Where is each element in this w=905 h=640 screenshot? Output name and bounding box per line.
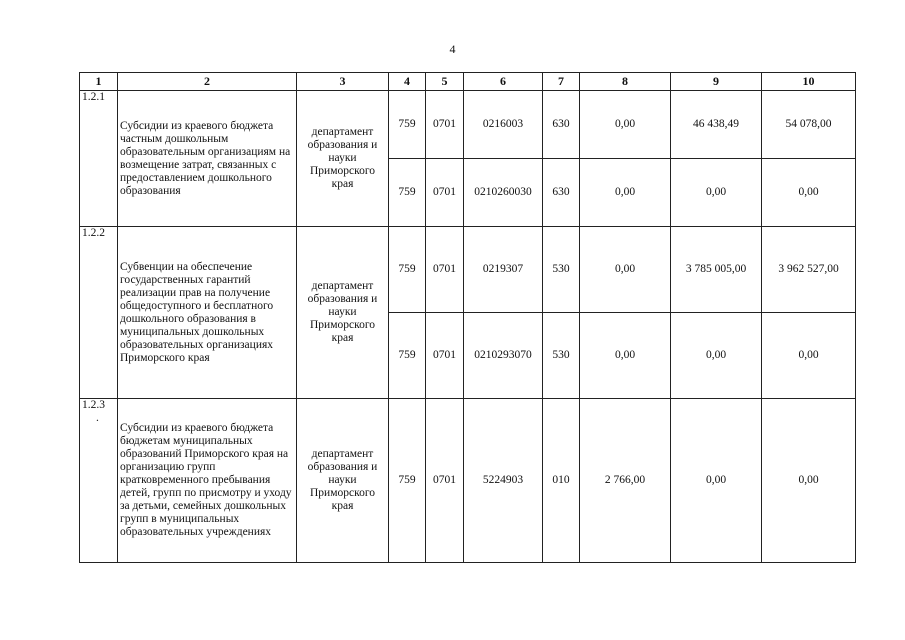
row-number: 1.2.2 — [80, 227, 118, 399]
row-number-cell — [80, 399, 118, 563]
amount-col10: 3 962 527,00 — [762, 227, 856, 313]
header-cell: 9 — [671, 73, 762, 91]
amount-col8: 0,00 — [580, 159, 671, 227]
expense-type-code: 630 — [543, 159, 580, 227]
header-row — [80, 73, 856, 91]
header-cell: 3 — [297, 73, 389, 91]
section-code: 0701 — [426, 313, 464, 399]
header-cell: 10 — [762, 73, 856, 91]
section-code: 0701 — [426, 159, 464, 227]
amount-col8: 0,00 — [580, 227, 671, 313]
measure-name: Субсидии из краевого бюджета частным дошкольным образовательным организациям на возмещение затрат, связанных с предоставлением дошкольного образования — [118, 91, 297, 227]
table-row — [80, 91, 856, 159]
target-code: 5224903 — [464, 399, 543, 563]
section-code: 0701 — [426, 399, 464, 563]
header-cell: 2 — [118, 73, 297, 91]
department: департамент образования и науки Приморского края — [297, 399, 389, 563]
grbs-code: 759 — [389, 399, 426, 563]
amount-col10: 54 078,00 — [762, 91, 856, 159]
department: департамент образования и науки Приморского края — [297, 227, 389, 399]
expense-type-code: 630 — [543, 91, 580, 159]
grbs-code: 759 — [389, 159, 426, 227]
amount-col8: 0,00 — [580, 91, 671, 159]
amount-col10: 0,00 — [762, 399, 856, 563]
table-row — [80, 399, 856, 563]
header-cell: 7 — [543, 73, 580, 91]
department: департамент образования и науки Приморского края — [297, 91, 389, 227]
target-code: 0210260030 — [464, 159, 543, 227]
row-number-mark: . — [96, 412, 99, 424]
amount-col10: 0,00 — [762, 159, 856, 227]
amount-col10: 0,00 — [762, 313, 856, 399]
header-cell: 1 — [80, 73, 118, 91]
page-number: 4 — [449, 42, 456, 56]
target-code: 0210293070 — [464, 313, 543, 399]
table-row — [80, 227, 856, 313]
expense-type-code: 010 — [543, 399, 580, 563]
amount-col9: 0,00 — [671, 159, 762, 227]
amount-col8: 0,00 — [580, 313, 671, 399]
amount-col9: 3 785 005,00 — [671, 227, 762, 313]
header-cell: 4 — [389, 73, 426, 91]
budget-table — [79, 72, 856, 563]
measure-name: Субсидии из краевого бюджета бюджетам муниципальных образований Приморского края на организацию групп кратковременного пребывания детей, групп по присмотру и уходу за детьми, семейных дошкольных групп в муниципальных образовательных учреждениях — [118, 399, 297, 563]
expense-type-code: 530 — [543, 227, 580, 313]
grbs-code: 759 — [389, 227, 426, 313]
section-code: 0701 — [426, 227, 464, 313]
grbs-code: 759 — [389, 91, 426, 159]
row-number: 1.2.3 — [82, 399, 105, 411]
amount-col8: 2 766,00 — [580, 399, 671, 563]
row-number: 1.2.1 — [80, 91, 118, 227]
target-code: 0216003 — [464, 91, 543, 159]
header-cell: 6 — [464, 73, 543, 91]
target-code: 0219307 — [464, 227, 543, 313]
grbs-code: 759 — [389, 313, 426, 399]
measure-name: Субвенции на обеспечение государственных гарантий реализации прав на получение общедоступного и бесплатного дошкольного образования в муниципальных дошкольных образовательных организациях Приморского края — [118, 227, 297, 399]
header-cell: 5 — [426, 73, 464, 91]
section-code: 0701 — [426, 91, 464, 159]
amount-col9: 0,00 — [671, 313, 762, 399]
amount-col9: 46 438,49 — [671, 91, 762, 159]
header-cell: 8 — [580, 73, 671, 91]
amount-col9: 0,00 — [671, 399, 762, 563]
expense-type-code: 530 — [543, 313, 580, 399]
